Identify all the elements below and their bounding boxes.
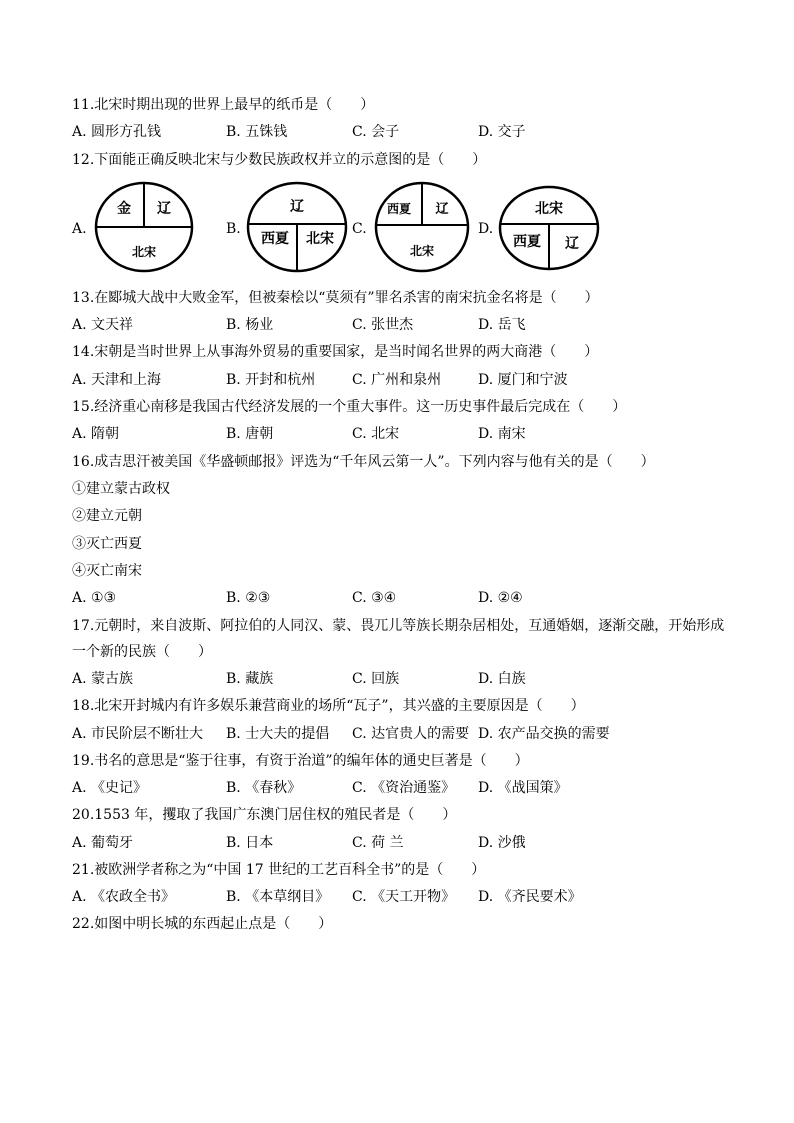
q15-option-c[interactable]: C. 北宋: [352, 426, 400, 442]
q14-options: [72, 371, 692, 389]
q13-option-d[interactable]: D. 岳飞: [478, 317, 526, 333]
q12-option-b-letter[interactable]: B.: [226, 221, 241, 237]
q14-option-d[interactable]: D. 厦门和宁波: [478, 372, 568, 388]
q12-a-liao: 辽: [157, 201, 171, 217]
q12-b-liao: 辽: [290, 199, 304, 215]
q17-option-b[interactable]: B. 藏族: [226, 671, 274, 687]
q21-options: [72, 888, 692, 906]
q15-option-d[interactable]: D. 南宋: [478, 426, 526, 442]
q20-option-d[interactable]: D. 沙俄: [478, 835, 526, 851]
q17-option-c[interactable]: C. 回族: [352, 671, 400, 687]
q17-stem-line2: 一个新的民族（ ）: [72, 644, 212, 660]
q12-c-liao: 辽: [435, 202, 449, 217]
q16-option-d[interactable]: D. ②④: [478, 590, 523, 606]
q20-option-b[interactable]: B. 日本: [226, 835, 274, 851]
q21-option-d[interactable]: D. 《齐民要术》: [478, 889, 582, 905]
q12-stem: 12.下面能正确反映北宋与少数民族政权并立的示意图的是（ ）: [72, 152, 487, 168]
q13-option-b[interactable]: B. 杨业: [226, 317, 274, 333]
q18-option-b[interactable]: B. 士大夫的提倡: [226, 726, 330, 742]
q12-diagram-c[interactable]: [372, 180, 472, 274]
q11-stem: 11.北宋时期出现的世界上最早的纸币是（ ）: [72, 97, 375, 113]
q14-option-c[interactable]: C. 广州和泉州: [352, 372, 442, 388]
q12-b-xixia: 西夏: [261, 231, 289, 247]
q12-diagram-d[interactable]: [496, 184, 602, 272]
q13-option-a[interactable]: A. 文天祥: [72, 317, 134, 333]
q13-stem: 13.在郾城大战中大败金军，但被秦桧以“莫须有”罪名杀害的南宋抗金名将是（ ）: [72, 290, 599, 306]
q14-stem: 14.宋朝是当时世界上从事海外贸易的重要国家，是当时闻名世界的两大商港（ ）: [72, 344, 599, 360]
q16-stem: 16.成吉思汗被美国《华盛顿邮报》评选为“千年风云第一人”。下列内容与他有关的是（ ）: [72, 454, 655, 470]
q12-option-c-letter[interactable]: C.: [352, 221, 367, 237]
q20-stem: 20.1553 年，攫取了我国广东澳门居住权的殖民者是（ ）: [72, 807, 457, 823]
q11-option-d[interactable]: D. 交子: [478, 124, 526, 140]
q14-option-a[interactable]: A. 天津和上海: [72, 372, 162, 388]
q16-item-1: ①建立蒙古政权: [72, 481, 170, 497]
q12-a-beisong: 北宋: [131, 245, 157, 259]
q12-d-liao: 辽: [565, 236, 579, 252]
q21-option-c[interactable]: C. 《天工开物》: [352, 889, 456, 905]
q12-d-beisong: 北宋: [535, 201, 563, 217]
q12-b-beisong: 北宋: [306, 231, 334, 247]
q19-option-a[interactable]: A. 《史记》: [72, 780, 148, 796]
q11-option-c[interactable]: C. 会子: [352, 124, 400, 140]
q12-d-xixia: 西夏: [513, 234, 541, 250]
q11-option-b[interactable]: B. 五铢钱: [226, 124, 288, 140]
q16-item-3: ③灭亡西夏: [72, 536, 142, 552]
q12-a-jin: 金: [117, 201, 131, 217]
q19-options: [72, 779, 692, 797]
q17-option-d[interactable]: D. 白族: [478, 671, 526, 687]
q16-option-a[interactable]: A. ①③: [72, 590, 117, 606]
q15-option-a[interactable]: A. 隋朝: [72, 426, 120, 442]
q17-options: [72, 670, 692, 688]
q18-options: [72, 725, 692, 743]
q19-option-b[interactable]: B. 《春秋》: [226, 780, 302, 796]
q22-stem: 22.如图中明长城的东西起止点是（ ）: [72, 916, 333, 932]
q11-options: [72, 123, 692, 141]
q21-option-a[interactable]: A. 《农政全书》: [72, 889, 176, 905]
q21-option-b[interactable]: B. 《本草纲目》: [226, 889, 330, 905]
q18-stem: 18.北宋开封城内有许多娱乐兼营商业的场所“瓦子”，其兴盛的主要原因是（ ）: [72, 698, 585, 714]
q18-option-a[interactable]: A. 市民阶层不断壮大: [72, 726, 204, 742]
q16-options: [72, 589, 692, 607]
q12-option-d-letter[interactable]: D.: [478, 221, 494, 237]
q12-c-xixia: 西夏: [386, 202, 412, 216]
q12-diagram-b[interactable]: [244, 180, 350, 274]
q18-option-c[interactable]: C. 达官贵人的需要: [352, 726, 470, 742]
q20-option-a[interactable]: A. 葡萄牙: [72, 835, 134, 851]
q20-options: [72, 834, 692, 852]
q13-option-c[interactable]: C. 张世杰: [352, 317, 414, 333]
q16-option-b[interactable]: B. ②③: [226, 590, 271, 606]
q14-option-b[interactable]: B. 开封和杭州: [226, 372, 316, 388]
q12-diagrams: [72, 180, 692, 274]
q18-option-d[interactable]: D. 农产品交换的需要: [478, 726, 610, 742]
q15-stem: 15.经济重心南移是我国古代经济发展的一个重大事件。这一历史事件最后完成在（ ）: [72, 399, 627, 415]
q16-item-2: ②建立元朝: [72, 508, 142, 524]
q16-option-c[interactable]: C. ③④: [352, 590, 397, 606]
q12-diagram-a[interactable]: [92, 180, 196, 274]
q13-options: [72, 316, 692, 334]
q17-option-a[interactable]: A. 蒙古族: [72, 671, 134, 687]
q12-c-beisong: 北宋: [409, 244, 435, 258]
q11-option-a[interactable]: A. 圆形方孔钱: [72, 124, 162, 140]
q15-option-b[interactable]: B. 唐朝: [226, 426, 274, 442]
q19-option-c[interactable]: C. 《资治通鉴》: [352, 780, 456, 796]
q15-options: [72, 425, 692, 443]
q19-stem: 19.书名的意思是“鉴于往事，有资于治道”的编年体的通史巨著是（ ）: [72, 753, 529, 769]
q20-option-c[interactable]: C. 荷 兰: [352, 835, 404, 851]
q19-option-d[interactable]: D. 《战国策》: [478, 780, 568, 796]
q17-stem-line1: 17.元朝时，来自波斯、阿拉伯的人同汉、蒙、畏兀儿等族长期杂居相处，互通婚姻，逐渐交融，开始形成: [72, 618, 725, 634]
q16-item-4: ④灭亡南宋: [72, 563, 142, 579]
q21-stem: 21.被欧洲学者称之为“中国 17 世纪的工艺百科全书”的是（ ）: [72, 862, 486, 878]
q12-option-a-letter[interactable]: A.: [72, 221, 87, 237]
